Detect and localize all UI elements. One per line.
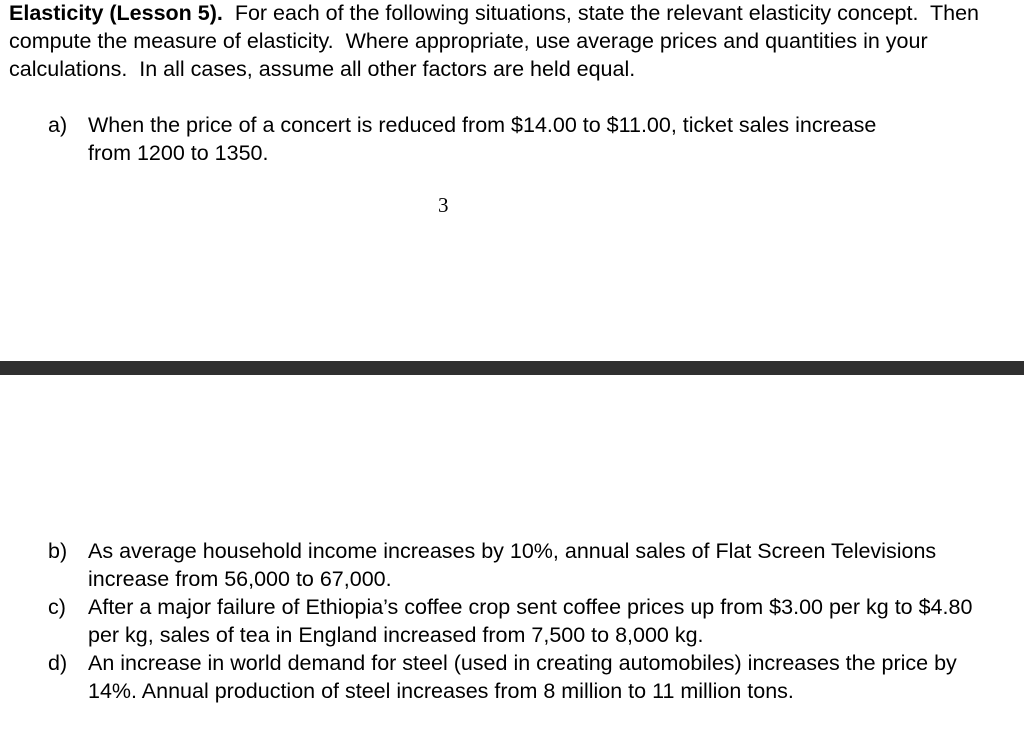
item-text: An increase in world demand for steel (used in creating automobiles) increases the price by 14%. Annual production of steel increases from 8 million to 11 million tons. (88, 651, 957, 703)
item-text: When the price of a concert is reduced from $14.00 to $11.00, ticket sales increase from 1200 to 1350. (88, 113, 877, 165)
problem-intro (9, 0, 1009, 83)
item-text: As average household income increases by 10%, annual sales of Flat Screen Televisions increase from 56,000 to 67,000. (88, 539, 937, 591)
problem-instructions: For each of the following situations, state the relevant elasticity concept. Then compute the measure of elasticity. Where appropriate, use average prices and quantities in your calculations. In all cases, assume all other factors are held equal. (9, 1, 985, 81)
item-label: d) (48, 651, 68, 675)
item-label: b) (48, 539, 68, 563)
list-item-a (48, 111, 908, 167)
page-number: 3 (438, 193, 449, 217)
list-item-d (48, 649, 988, 705)
item-label: a) (48, 113, 68, 137)
problem-heading: Elasticity (Lesson 5). (9, 1, 223, 25)
page-divider (0, 361, 1024, 375)
list-item-c (48, 593, 988, 649)
item-label: c) (48, 595, 66, 619)
list-item-b (48, 537, 988, 593)
item-text: After a major failure of Ethiopia’s coffee crop sent coffee prices up from $3.00 per kg to $4.80 per kg, sales of tea in England increased from 7,500 to 8,000 kg. (88, 595, 973, 647)
